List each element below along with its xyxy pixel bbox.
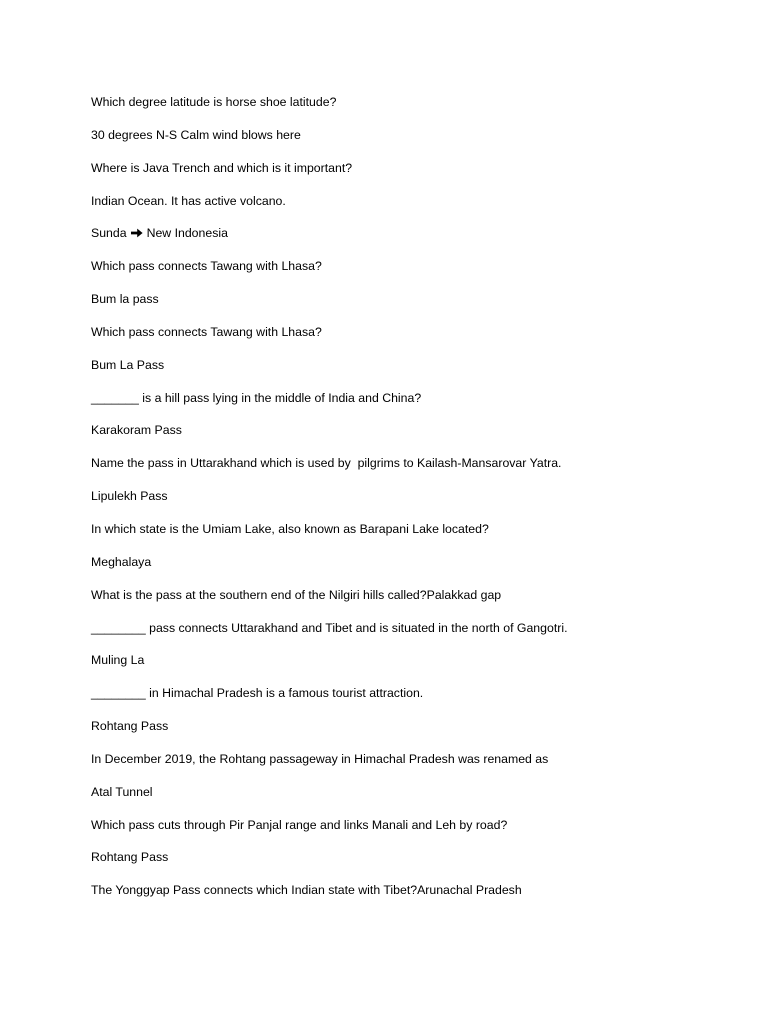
text-line: In December 2019, the Rohtang passageway in Himachal Pradesh was renamed as [91, 751, 549, 766]
arrow-line-end: New Indonesia [146, 226, 228, 241]
text-line: Rohtang Pass [91, 850, 169, 865]
text-line-with-arrow [91, 224, 731, 257]
text-line: 30 degrees N-S Calm wind blows here [91, 127, 301, 142]
text-line: Which pass connects Tawang with Lhasa? [91, 259, 322, 274]
text-line: In which state is the Umiam Lake, also known as Barapani Lake located? [91, 521, 489, 536]
right-arrow-icon [131, 228, 143, 238]
text-line: Which degree latitude is horse shoe latitude? [91, 95, 337, 109]
text-line: Karakoram Pass [91, 423, 182, 438]
text-line: ________ in Himachal Pradesh is a famous tourist attraction. [91, 686, 424, 701]
text-line: Indian Ocean. It has active volcano. [91, 193, 286, 208]
text-line: Where is Java Trench and which is it important? [91, 160, 353, 175]
text-line: Meghalaya [91, 554, 152, 569]
text-line: Muling La [91, 653, 145, 668]
arrow-line-start: Sunda [91, 226, 127, 241]
text-line: ________ pass connects Uttarakhand and Tibet and is situated in the north of Gangotri. [91, 620, 568, 635]
text-line: Which pass connects Tawang with Lhasa? [91, 324, 322, 339]
text-line: Bum la pass [91, 292, 159, 307]
text-line: Lipulekh Pass [91, 489, 168, 504]
text-line: Bum La Pass [91, 357, 165, 372]
text-line: Rohtang Pass [91, 719, 169, 734]
text-line: The Yonggyap Pass connects which Indian state with Tibet?Arunachal Pradesh [91, 883, 522, 898]
text-line: Which pass cuts through Pir Panjal range and links Manali and Leh by road? [91, 817, 508, 832]
text-line: What is the pass at the southern end of the Nilgiri hills called?Palakkad gap [91, 587, 502, 602]
text-line: Name the pass in Uttarakhand which is used by pilgrims to Kailash-Mansarovar Yatra. [91, 456, 562, 471]
document-body [91, 93, 731, 914]
text-line: _______ is a hill pass lying in the middle of India and China? [91, 390, 422, 405]
text-line: Atal Tunnel [91, 784, 153, 799]
